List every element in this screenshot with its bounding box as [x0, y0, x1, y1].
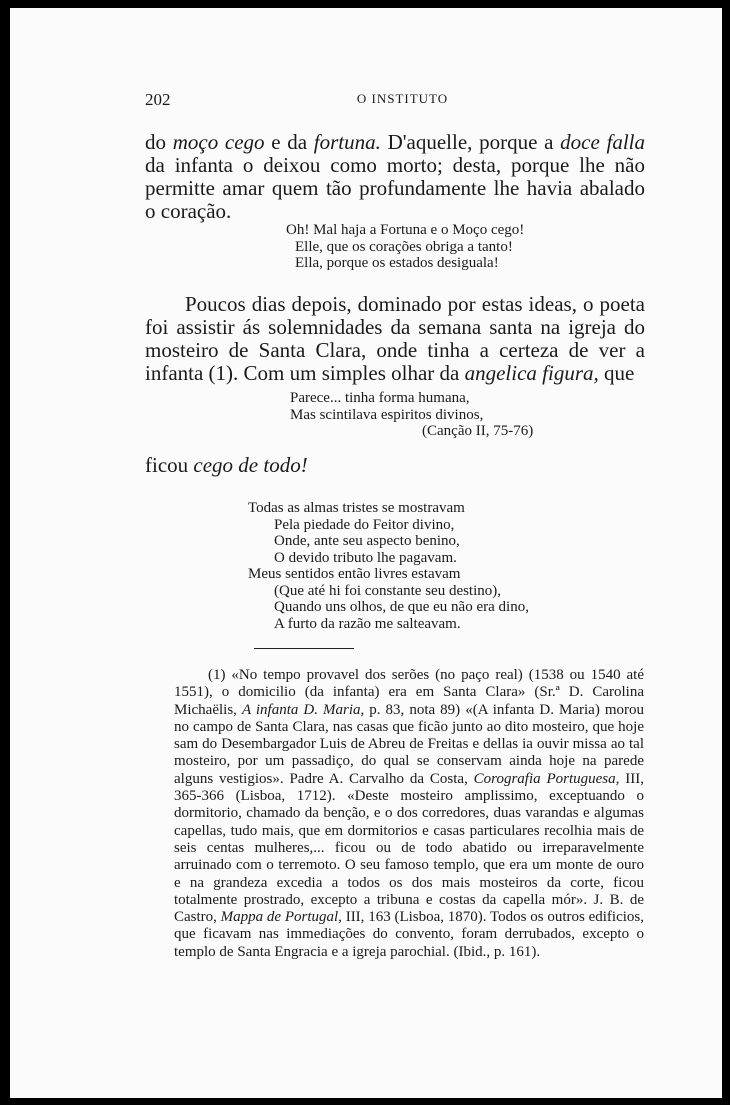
verse-line: Todas as almas tristes se mostravam [248, 500, 465, 516]
page-header [145, 90, 660, 112]
paragraph-santa-clara [145, 293, 645, 385]
text-span: III, 163 (Lisboa, 1870). Todos os outros edificios, que ficavam nas immediações do convento, foram derrubados, excepto o templo de Santa Engracia e a igreja parochial. (Ibid., p. 161). [174, 909, 644, 960]
book-page [10, 8, 722, 1098]
verse-quote-fortuna [286, 222, 524, 272]
italic-span: moço cego [172, 130, 265, 154]
verse-line: A furto da razão me salteavam. [274, 615, 461, 632]
verse-citation: (Canção II, 75-76) [422, 423, 534, 439]
verse-line: Oh! Mal haja a Fortuna e o Moço cego! [286, 222, 525, 238]
verse-line: Meus sentidos então livres estavam [248, 566, 461, 582]
text-span: Poucos dias depois, dominado por estas ideas, o poeta foi assistir ás solemnidades da semana santa na igreja do mosteiro de Santa Clara, onde tinha a certeza de ver a infanta (1). Com um simples olhar da [145, 292, 645, 385]
italic-span: Mappa de Portugal, [220, 909, 342, 926]
italic-span: angelica figura, [464, 361, 599, 385]
text-span: III, 365-366 (Lisboa, 1712). «Deste mosteiro amplissimo, exceptuando o dormitorio, chamado da benção, e o dos corredores, duas varandas e algumas capellas, tudo mais, que em dormitorios e casas particulares recolhia mais de seis centas mulheres,... ficou ou de todo abatido ou irreparavelmente arruinado com o terremoto. O seu famoso templo, que era um monte de ouro e na grandeza excedia a todos os dos mais mosteiros da corte, ficou totalmente prostrado, excepto a tribuna e costas da capella mór». J. B. de Castro, [174, 770, 644, 926]
footnote [174, 667, 644, 961]
paragraph-intro [145, 131, 645, 223]
text-span: do [145, 130, 173, 154]
italic-span: Corografia Portuguesa, [473, 770, 620, 787]
text-span: ficou [145, 453, 194, 477]
text-span: da infanta o deixou como morto; desta, porque lhe não permitte amar quem tão profundamente lhe havia abalado o coração. [145, 153, 645, 223]
verse-line: Parece... tinha forma humana, [290, 390, 470, 406]
italic-span: cego de todo! [193, 453, 308, 477]
text-span: (1) «No tempo provavel dos serões (no paço real) (1538 ou 1540 até 1551), o domicilio (da infanta) era em Santa Clara» (Sr.ª D. Carolina Michaëlis, [174, 667, 644, 718]
paragraph-cego [145, 454, 645, 477]
italic-span: fortuna. [313, 130, 381, 154]
verse-line: Quando uns olhos, de que eu não era dino, [274, 599, 529, 615]
verse-line: Pela piedade do Feitor divino, [274, 516, 455, 533]
running-title: O INSTITUTO [356, 91, 449, 106]
verse-quote-cancao [290, 390, 533, 440]
text-span: p. 83, nota 89) «(A infanta D. Maria) morou no campo de Santa Clara, nas casas que ficão junto ao dito mosteiro, que hoje sam do Desembargador Luis de Abreu de Freitas e dellas ia ouvir missa ao tal mosteiro, por um passadiço, do qual se conservam ainda hoje na parede alguns vestigios». Padre A. Carvalho da Costa, [174, 701, 644, 787]
page-number: 202 [145, 90, 171, 109]
verse-quote-sonnet [248, 500, 529, 632]
verse-line: Mas scintilava espiritos divinos, [290, 406, 484, 423]
text-span: e da [264, 130, 314, 154]
verse-line: O devido tributo lhe pagavam. [274, 549, 457, 566]
italic-span: doce falla [560, 130, 645, 154]
verse-line: (Que até hi foi constante seu destino), [274, 582, 502, 599]
footnote-divider [254, 648, 354, 649]
text-span: D'aquelle, porque a [380, 130, 561, 154]
text-span: que [598, 361, 635, 385]
italic-span: A infanta D. Maria, [241, 701, 365, 718]
verse-line: Elle, que os corações obriga a tanto! [295, 238, 513, 255]
verse-line: Onde, ante seu aspecto benino, [274, 533, 460, 549]
verse-line: Ella, porque os estados desiguala! [295, 255, 499, 271]
